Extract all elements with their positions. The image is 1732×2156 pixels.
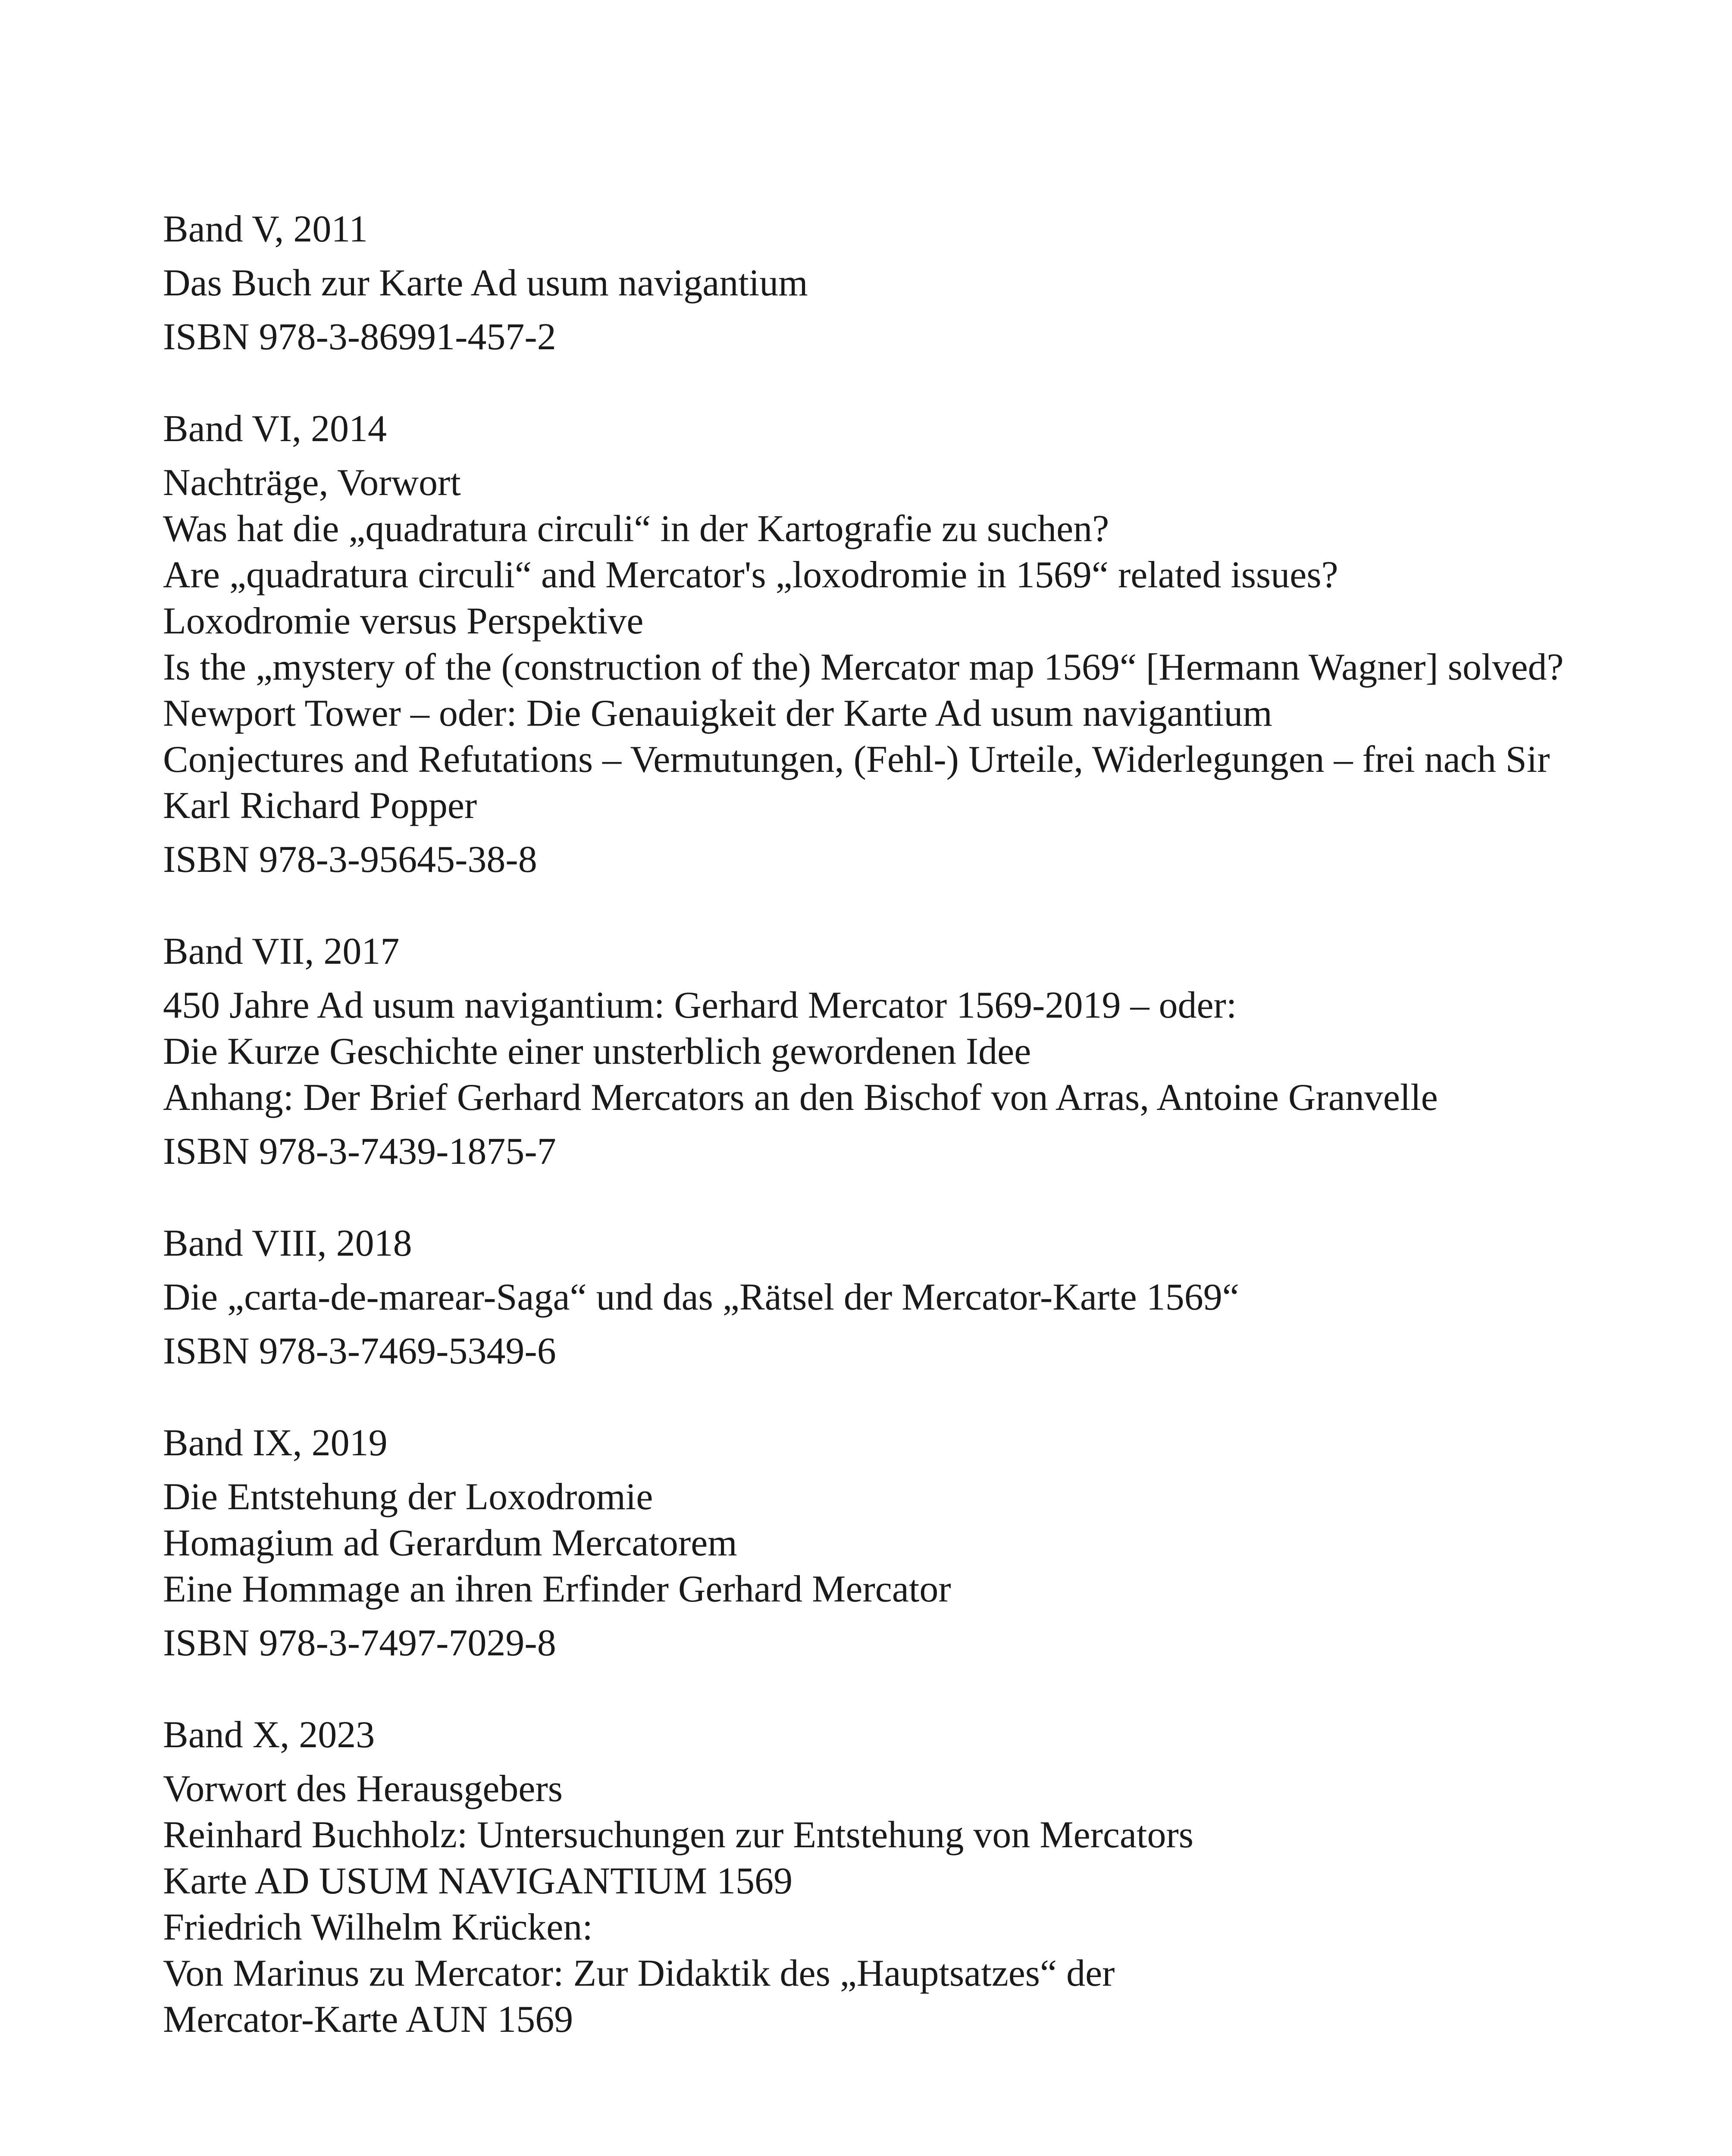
- isbn: ISBN 978-3-7469-5349-6: [163, 1330, 556, 1372]
- content-line: Eine Hommage an ihren Erfinder Gerhard Mercator: [163, 1568, 951, 1610]
- volume-heading: Band V, 2011: [163, 208, 368, 250]
- content-line: Karte AD USUM NAVIGANTIUM 1569: [163, 1860, 793, 1902]
- content-line: Vorwort des Herausgebers: [163, 1768, 563, 1810]
- isbn: ISBN 978-3-86991-457-2: [163, 316, 556, 358]
- volume-entry: [163, 928, 1603, 1175]
- volume-list: [163, 206, 1603, 2043]
- volume-entry: [163, 206, 1603, 360]
- content-line: Is the „mystery of the (construction of the) Mercator map 1569“ [Hermann Wagner] solved?: [163, 646, 1564, 688]
- content-line: Newport Tower – oder: Die Genauigkeit der Karte Ad usum navigantium: [163, 693, 1272, 734]
- content-line: Die Kurze Geschichte einer unsterblich gewordenen Idee: [163, 1031, 1031, 1072]
- volume-contents: [163, 1274, 1603, 1320]
- content-line: Die „carta-de-marear-Saga“ und das „Rätsel der Mercator-Karte 1569“: [163, 1276, 1239, 1318]
- content-line: Conjectures and Refutations – Vermutungen, (Fehl-) Urteile, Widerlegungen – frei nach Sir Karl Richard Popper: [163, 739, 1550, 827]
- volume-entry: [163, 1712, 1603, 2043]
- volume-heading: Band VII, 2017: [163, 931, 400, 972]
- content-line: Anhang: Der Brief Gerhard Mercators an den Bischof von Arras, Antoine Granvelle: [163, 1077, 1438, 1119]
- volume-contents: [163, 460, 1603, 829]
- volume-heading: Band VI, 2014: [163, 408, 387, 450]
- content-line: Nachträge, Vorwort: [163, 462, 461, 504]
- volume-heading: Band VIII, 2018: [163, 1222, 412, 1264]
- content-line: Loxodromie versus Perspektive: [163, 600, 644, 642]
- isbn: ISBN 978-3-95645-38-8: [163, 839, 537, 881]
- volume-entry: [163, 406, 1603, 883]
- content-line: Are „quadratura circuli“ and Mercator's „loxodromie in 1569“ related issues?: [163, 554, 1338, 596]
- content-line: Mercator-Karte AUN 1569: [163, 1999, 573, 2040]
- content-line: Von Marinus zu Mercator: Zur Didaktik des „Hauptsatzes“ der: [163, 1952, 1115, 1994]
- content-line: Was hat die „quadratura circuli“ in der Kartografie zu suchen?: [163, 508, 1109, 550]
- content-line: Reinhard Buchholz: Untersuchungen zur Entstehung von Mercators: [163, 1814, 1194, 1856]
- content-line: Das Buch zur Karte Ad usum navigantium: [163, 262, 808, 304]
- volume-heading: Band IX, 2019: [163, 1422, 388, 1464]
- isbn: ISBN 978-3-7439-1875-7: [163, 1131, 556, 1172]
- volume-contents: [163, 1474, 1603, 1612]
- content-line: Die Entstehung der Loxodromie: [163, 1476, 653, 1518]
- content-line: Friedrich Wilhelm Krücken:: [163, 1906, 593, 1948]
- volume-entry: [163, 1220, 1603, 1374]
- content-line: Homagium ad Gerardum Mercatorem: [163, 1522, 737, 1564]
- volume-contents: [163, 260, 1603, 306]
- volume-entry: [163, 1420, 1603, 1666]
- content-line: 450 Jahre Ad usum navigantium: Gerhard Mercator 1569-2019 – oder:: [163, 984, 1237, 1026]
- volume-heading: Band X, 2023: [163, 1714, 375, 1756]
- volume-contents: [163, 1766, 1603, 2043]
- isbn: ISBN 978-3-7497-7029-8: [163, 1622, 556, 1664]
- volume-contents: [163, 982, 1603, 1121]
